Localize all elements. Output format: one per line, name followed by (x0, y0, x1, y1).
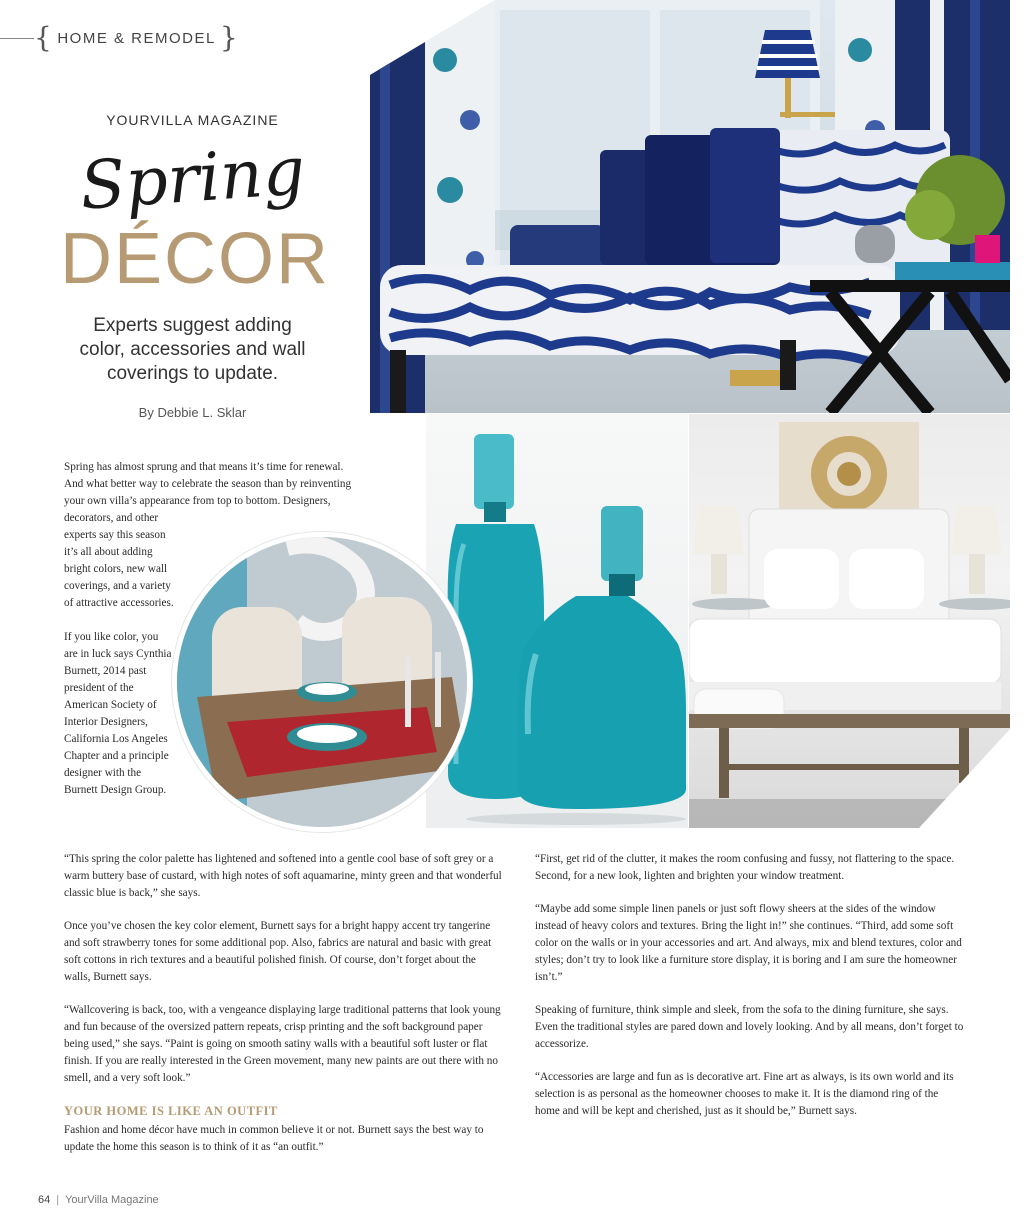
intro-paragraph-narrow (64, 527, 174, 612)
intro-text-2: If you like color, you are in luck says Cynthia Burnett, 2014 past president of the American Society of Interior Designers, California Los Angeles Chapter and a principle designer with the Burnett Design Group. (64, 631, 172, 796)
header-rule (0, 38, 34, 39)
intro-paragraph-2 (64, 629, 174, 799)
hero-photo-living-room (370, 0, 1010, 413)
left-paragraph-3: “Wallcovering is back, too, with a vengeance displaying large traditional patterns that look young and fun because of the oversized pattern repeats, crisp printing and the soft background paper being used,” she says. “Paint is going on smooth satiny walls with a beautiful soft luster or flat finish. If you are really interested in the Green movement, many new paints are out there with no smell, and a very soft look.” (64, 1004, 501, 1084)
photo-teal-decanters (426, 414, 688, 828)
brace-close: } (219, 21, 240, 54)
right-paragraph-3: Speaking of furniture, think simple and sleek, from the sofa to the dining furniture, she says. Even the traditional styles are pared down and lovely looking. And by all means, don’t forget to accessorize. (535, 1004, 964, 1050)
section-tag-text: HOME & REMODEL (57, 29, 216, 47)
photo-white-bedroom (689, 414, 1010, 828)
intro-paragraph-wide (64, 459, 364, 527)
brace-open: { (34, 21, 54, 54)
page-footer (38, 1194, 159, 1206)
title-decor: DÉCOR (60, 219, 331, 299)
photo-dining-room-circle (172, 532, 472, 832)
section-tag (34, 21, 240, 54)
left-paragraph-2: Once you’ve chosen the key color element, Burnett says for a bright happy accent try tangerine and soft strawberry tones for some additional pop. Also, fabrics are natural and basic with great soft cottons in rich textures and a beautiful polished finish. Of course, don’t forget about the walls, Burnett says. (64, 920, 492, 983)
title-spring: Spring (77, 132, 308, 225)
intro-text-narrow: experts say this season it’s all about adding bright colors, new wall coverings, and a variety of attractive accessories. (64, 529, 174, 609)
left-paragraph-1: “This spring the color palette has lightened and softened into a gentle cool base of soft grey or a warm buttery base of custard, with high notes of soft aquamarine, minty green and that wonderful classic blue is back,” she says. (64, 853, 502, 899)
right-paragraph-2: “Maybe add some simple linen panels or just soft flowy sheers at the sides of the window instead of heavy colors and textures. Bring the light in!” she continues. “Third, add some soft color on the walls or in your accessories and art. And always, mix and blend textures, color and styles; don’t try to look like a furniture store display, it is boring and I am sure the homeowner isn’t.” (535, 903, 962, 983)
left-paragraph-4: Fashion and home décor have much in common believe it or not. Burnett says the best way to update the home this season is to think of it as “an outfit.” (64, 1124, 484, 1153)
left-column (64, 851, 504, 1172)
right-paragraph-4: “Accessories are large and fun as is decorative art. Fine art as always, is its own world and its selection is as personal as the homeowner chooses to make it. It is the diamond ring of the home and will be kept and cherished, just as it should be,” Burnett says. (535, 1071, 954, 1117)
byline: By Debbie L. Sklar (138, 405, 247, 420)
magazine-name: YOURVILLA MAGAZINE (106, 112, 279, 128)
intro-text-wide: Spring has almost sprung and that means it’s time for renewal. And what better way to celebrate the season than by reinventing your own villa’s appearance from top to bottom. Designers, decorators, and other (64, 461, 352, 524)
bedroom-illustration (689, 414, 1010, 828)
subtitle: Experts suggest adding color, accessories and wall coverings to update. (79, 315, 306, 384)
decanters-illustration (426, 414, 688, 828)
footer-separator: | (56, 1194, 60, 1206)
footer-magazine-name: YourVilla Magazine (65, 1194, 159, 1206)
living-room-illustration (370, 0, 1010, 413)
right-paragraph-1: “First, get rid of the clutter, it makes the room confusing and fussy, not flattering to the space. Second, for a new look, lighten and brighten your window treatment. (535, 853, 955, 882)
page-number: 64 (38, 1194, 51, 1206)
dining-illustration (177, 537, 467, 827)
right-column (535, 851, 965, 1136)
subheading: YOUR HOME IS LIKE AN OUTFIT (64, 1104, 278, 1118)
